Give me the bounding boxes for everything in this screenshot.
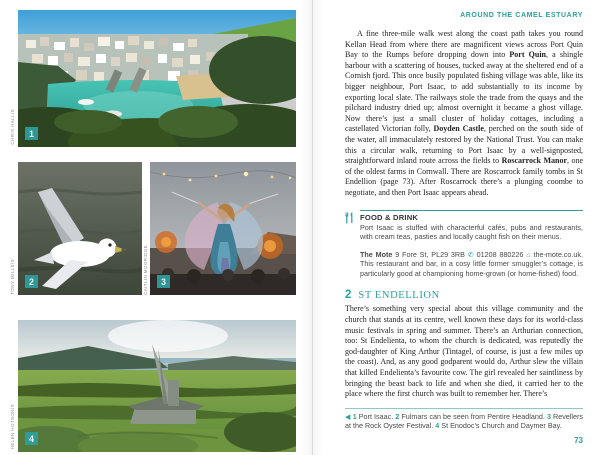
photo-credit: TONY MILLS/S [10,259,15,295]
intro-paragraph: A fine three-mile walk west along the coast path takes you round Kellan Head from where there are magnificent views across Port Quin Bay to the Rumps before dropping down into Port Quin, a shingle harbour with a scattering of houses, tucked away at the sheltered end of a Cornish fjord. This once busily populated fishing village was able, like its bigger neighbour, Port Isaac, to add substantially to its income by exporting local slate. The railways stole the trade from the quays and the pilchard industry dried up; almost overnight it became a ghost village. Now there’s just a small cluster of holiday cottages, including a castellated Victorian folly, Doyden Castle, perched on the south side of the water, all immaculately restored by the National Trust. You can make this a circular walk, returning to Port Isaac by a well-signposted, straightforward inland route across the fields to Roscarrock Manor, one of the oldest farms in Cornwall. There are Roscarrock family tombs in St Endellion (page 73). After Roscarrock there’s a plunging coombe to negotiate, and then Port Isaac appears ahead. [345,29,583,197]
festival-illustration [150,162,296,295]
fork-knife-icon [345,211,354,229]
photo-festival [150,162,296,295]
section-paragraph: There’s something very special about this village community and the church that stands at its centre, well known these days for its world-class music festivals in spring and summer. There’s an Arthurian connection, too: St Endelienta, to whom the church is dedicated, was reputedly the god-daughter of King Arthur (Tintagel, of course, is just a few miles up the coast). And, as any good godparent would do, Arthur slew the villain that killed Endelienta’s favourite cow. The girl revealed her saintliness by bringing the beast back to life and when she died, it carried her to the place where the first church was built to remember her. There’s [345,304,583,399]
listing-the-mote: The Mote 9 Fore St, PL29 3RB ✆ 01208 880226 ⌂ the-mote.co.uk. This restaurant and bar, in a cosy little former smuggler’s cottage, is particularly good at championing home-grown (or home-fished) food. [360,249,583,278]
port-isaac-illustration [18,10,296,147]
section-number: 2 [345,289,352,302]
food-drink-body: Port Isaac is stuffed with characterful cafés, pubs and restaurants, with cream teas, pasties and locally caught fish on their menus. [360,222,583,242]
food-drink-rule [360,210,583,222]
section-title: ST ENDELLION [358,290,440,302]
photo-credit: CHRIS HALL/S [10,109,15,145]
page-gutter-line [312,0,313,455]
section-heading-st-endellion [345,289,583,301]
photo-badge: 2 [25,275,38,288]
photo-port-isaac [18,10,296,147]
photo-badge: 4 [25,432,38,445]
caption-arrow-icon: ◀ [345,411,353,421]
photo-st-enodoc [18,320,296,452]
photo-caption: ◀ 1 Port Isaac. 2 Fulmars can be seen from Pentire Headland. 3 Revellers at the Rock Oyster Festival. 4 St Enodoc’s Church and Daymer Bay. [345,408,583,431]
running-head: AROUND THE CAMEL ESTUARY [460,12,583,19]
right-page [345,0,583,455]
food-drink-heading: FOOD & DRINK [360,212,419,222]
phone-icon: ✆ [467,249,474,259]
photo-credit: HELEN HOTSON/S [10,403,15,449]
page-number: 73 [574,436,583,445]
website-icon: ⌂ [526,249,531,259]
food-drink-box [345,210,583,242]
photo-credit: CAITLIN MOGRIDGE [143,245,148,295]
photo-badge: 3 [157,275,170,288]
photo-fulmar [18,162,142,295]
st-enodoc-illustration [18,320,296,452]
photo-badge: 1 [25,127,38,140]
